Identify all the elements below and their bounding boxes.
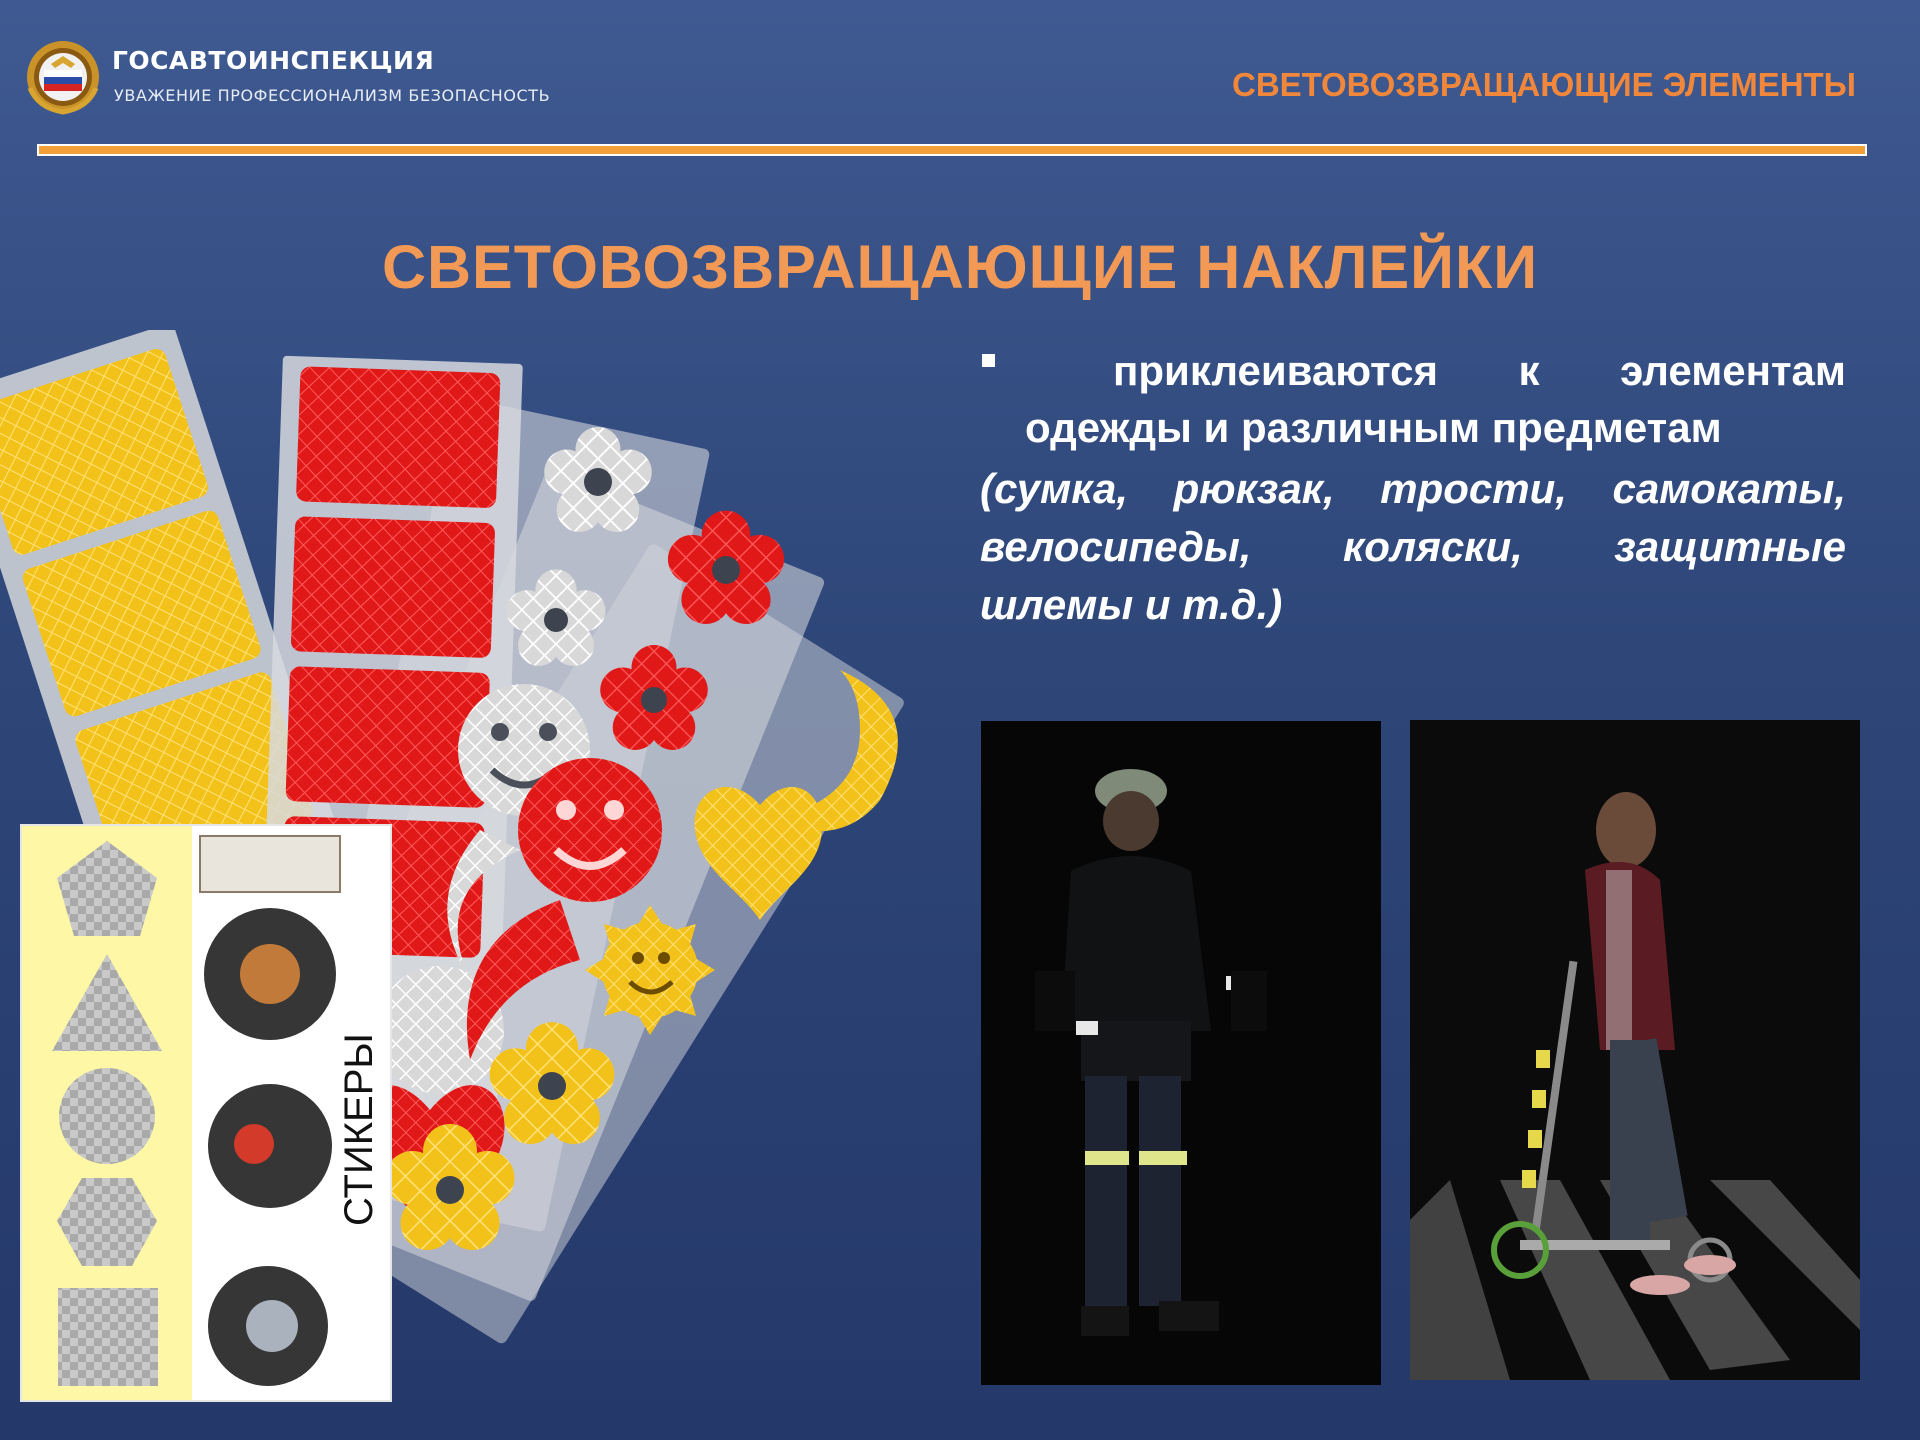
brand-tagline: УВАЖЕНИЕ ПРОФЕССИОНАЛИЗМ БЕЗОПАСНОСТЬ bbox=[114, 86, 551, 105]
skater-night-photo bbox=[981, 721, 1381, 1385]
brand-name: ГОСАВТОИНСПЕКЦИЯ bbox=[112, 46, 435, 75]
gibdd-emblem-icon bbox=[24, 38, 102, 116]
description bbox=[980, 342, 1846, 634]
section-title: СВЕТОВОЗВРАЩАЮЩИЕ ЭЛЕМЕНТЫ bbox=[1231, 66, 1856, 103]
items-list-text: (сумка, рюкзак, трости, самокаты, велосипеды, коляски, защитные шлемы и т.д.) bbox=[980, 465, 1846, 628]
sticker-package-image bbox=[22, 826, 390, 1400]
slide-title: СВЕТОВОЗВРАЩАЮЩИЕ НАКЛЕЙКИ bbox=[381, 233, 1539, 301]
bullet-square-icon bbox=[982, 354, 995, 367]
bullet-text: приклеиваются к элементам одежды и различным предметам bbox=[1025, 347, 1846, 451]
bullet-item bbox=[980, 342, 1846, 456]
scooter-night-photo bbox=[1410, 720, 1860, 1380]
header-divider bbox=[37, 144, 1867, 156]
package-label: СТИКЕРЫ bbox=[337, 1033, 381, 1226]
